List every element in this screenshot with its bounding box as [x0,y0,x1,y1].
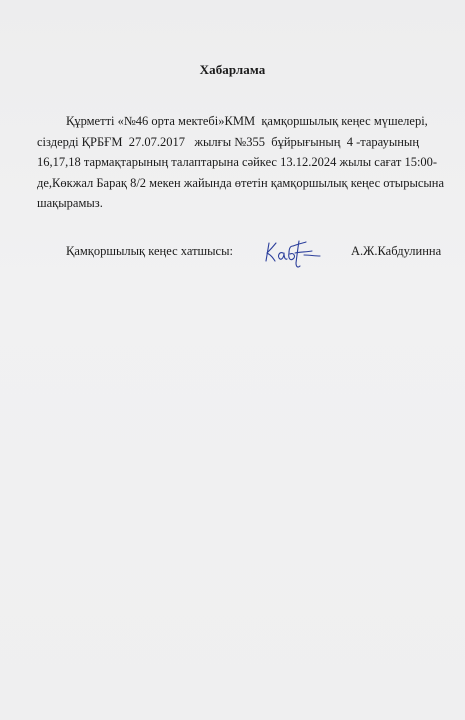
body-line-2: сіздерді ҚРБҒМ 27.07.2017 жылғы №355 бұйрығының 4 -тарауының [37,134,420,149]
signer-name: А.Ж.Кабдулинна [351,244,442,258]
body-line-1: Құрметті «№46 орта мектебі»КММ қамқоршылық кеңес мүшелері, [66,114,428,128]
document-title: Хабарлама [199,62,266,77]
handwritten-signature [262,237,324,273]
body-line-5: шақырамыз. [37,196,103,210]
body-line-4: де,Көкжал Барақ 8/2 мекен жайында өтетін қамқоршылық кеңес отырысына [37,175,445,190]
signature-label: Қамқоршылық кеңес хатшысы: [66,244,233,258]
signature-block [0,237,465,277]
body-line-3: 16,17,18 тармақтарының талаптарына сәйкес 13.12.2024 жылы сағат 15:00- [37,155,438,169]
document-body [37,111,445,214]
